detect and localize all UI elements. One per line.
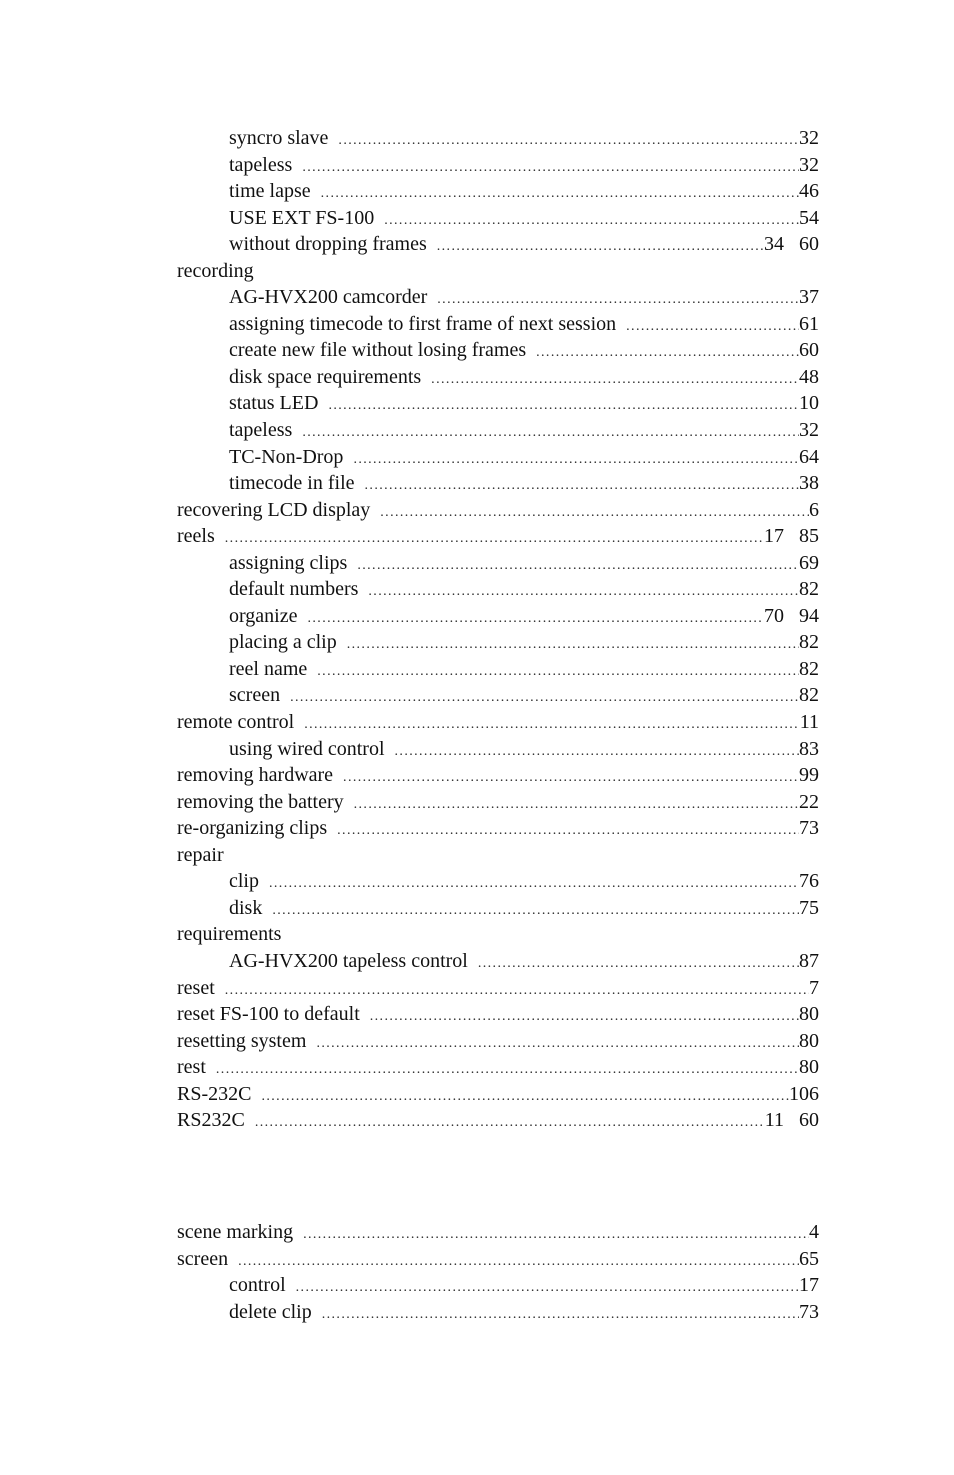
page-numbers: 60 <box>799 339 819 362</box>
index-term: without dropping frames <box>229 233 427 256</box>
page-numbers: 76 <box>799 870 819 893</box>
index-term: requirements <box>177 923 282 946</box>
page-numbers: 37 <box>799 286 819 309</box>
index-subentry <box>177 736 819 763</box>
page-numbers: 54 <box>799 206 819 229</box>
index-subentry <box>177 576 819 603</box>
index-subentry <box>177 948 819 975</box>
index-heading <box>177 842 819 869</box>
dot-leader <box>478 951 799 978</box>
page-numbers: 32 <box>799 419 819 442</box>
index-term: AG-HVX200 camcorder <box>229 286 428 309</box>
index-term: syncro slave <box>229 127 329 149</box>
dot-leader <box>261 1084 789 1111</box>
index-term: reset FS-100 to default <box>177 1003 360 1026</box>
index-entry <box>177 1219 819 1246</box>
index-entry <box>177 1028 819 1055</box>
index-entry <box>177 1081 819 1108</box>
index-term: clip <box>229 870 259 893</box>
index-term: recovering LCD display <box>177 498 371 521</box>
dot-leader <box>296 1275 799 1302</box>
index-subentry <box>177 895 819 922</box>
page-numbers: 11 <box>799 711 819 734</box>
index-subentry <box>177 1299 819 1326</box>
page-numbers: 82 <box>799 578 819 601</box>
index-subentry <box>177 178 819 205</box>
dot-leader <box>269 871 799 898</box>
dot-leader <box>337 818 799 845</box>
dot-leader <box>395 739 799 766</box>
page-numbers: 11 60 <box>764 1109 819 1132</box>
index-subentry <box>177 682 819 709</box>
index-term: scene marking <box>177 1221 294 1243</box>
index-term: delete clip <box>229 1300 312 1323</box>
index-term: repair <box>177 843 224 866</box>
index-entry <box>177 975 819 1002</box>
dot-leader <box>321 181 799 208</box>
index-subentry <box>177 152 819 179</box>
index-subentry <box>177 337 819 364</box>
dot-leader <box>365 473 799 500</box>
page-numbers: 73 <box>799 1300 819 1323</box>
index-subentry <box>177 656 819 683</box>
page-numbers: 106 <box>789 1082 819 1105</box>
page-numbers: 80 <box>799 1029 819 1052</box>
index-term: tapeless <box>229 153 293 176</box>
dot-leader <box>368 579 799 606</box>
page-numbers: 4 <box>809 1221 819 1243</box>
index-term: control <box>229 1274 286 1297</box>
index-entry <box>177 789 819 816</box>
index-entry <box>177 1246 819 1273</box>
dot-leader <box>354 792 799 819</box>
index-term: create new file without losing frames <box>229 339 527 362</box>
index-term: resetting system <box>177 1029 307 1052</box>
dot-leader <box>347 632 799 659</box>
page-numbers: 61 <box>799 312 819 335</box>
index-term: reset <box>177 976 215 999</box>
dot-leader <box>370 1004 799 1031</box>
page-numbers: 80 <box>799 1056 819 1079</box>
page-numbers: 83 <box>799 737 819 760</box>
index-term: removing hardware <box>177 764 334 787</box>
index-term: RS232C <box>177 1109 245 1132</box>
index-subentry <box>177 364 819 391</box>
index-subentry <box>177 868 819 895</box>
index-subentry <box>177 125 819 152</box>
index-term: USE EXT FS-100 <box>229 206 375 229</box>
index-subentry <box>177 1272 819 1299</box>
dot-leader <box>316 1031 799 1058</box>
dot-leader <box>626 314 799 341</box>
page-numbers: 46 <box>799 180 819 203</box>
page-numbers: 70 94 <box>764 604 819 627</box>
page-numbers: 82 <box>799 684 819 707</box>
page-numbers: 82 <box>799 657 819 680</box>
index-entry <box>177 762 819 789</box>
index-subentry <box>177 231 819 258</box>
index-term: status LED <box>229 392 319 415</box>
index-heading <box>177 258 819 285</box>
page-numbers: 64 <box>799 445 819 468</box>
index-term: remote control <box>177 711 295 734</box>
index-term: removing the battery <box>177 790 344 813</box>
dot-leader <box>357 553 799 580</box>
dot-leader <box>536 340 799 367</box>
dot-leader <box>317 659 799 686</box>
page-numbers: 87 <box>799 949 819 972</box>
index-subentry <box>177 470 819 497</box>
index-term: disk <box>229 896 263 919</box>
index-term: organize <box>229 604 298 627</box>
index-entry <box>177 1107 819 1134</box>
index-term: screen <box>177 1247 229 1270</box>
index-term: recording <box>177 259 254 282</box>
index-entry <box>177 1054 819 1081</box>
page-numbers: 82 <box>799 631 819 654</box>
index-term: default numbers <box>229 578 359 601</box>
index-term: re-organizing clips <box>177 817 328 840</box>
index-term: time lapse <box>229 180 311 203</box>
page-numbers: 32 <box>799 127 819 149</box>
page-numbers: 65 <box>799 1247 819 1270</box>
page-numbers: 34 60 <box>764 233 819 256</box>
dot-leader <box>343 765 799 792</box>
index-subentry <box>177 417 819 444</box>
index-subentry <box>177 603 819 630</box>
dot-leader <box>338 128 799 155</box>
dot-leader <box>437 234 764 261</box>
index-subentry <box>177 550 819 577</box>
index-section-s <box>177 1219 819 1325</box>
dot-leader <box>216 1057 799 1084</box>
index-subentry <box>177 311 819 338</box>
dot-leader <box>302 420 799 447</box>
dot-leader <box>353 447 799 474</box>
index-term: tapeless <box>229 419 293 442</box>
dot-leader <box>255 1110 765 1137</box>
page-numbers: 6 <box>809 498 819 521</box>
index-term: reels <box>177 525 215 548</box>
dot-leader <box>302 155 799 182</box>
index-entry <box>177 1001 819 1028</box>
index-term: timecode in file <box>229 472 355 495</box>
page-numbers: 80 <box>799 1003 819 1026</box>
page-numbers: 99 <box>799 764 819 787</box>
index-subentry <box>177 444 819 471</box>
index-term: screen <box>229 684 281 707</box>
page-numbers: 75 <box>799 896 819 919</box>
index-section-r <box>177 125 819 1134</box>
dot-leader <box>290 685 799 712</box>
index-subentry <box>177 629 819 656</box>
index-term: assigning timecode to first frame of next session <box>229 312 617 335</box>
dot-leader <box>380 500 809 527</box>
index-subentry <box>177 390 819 417</box>
page-numbers: 69 <box>799 551 819 574</box>
index-entry <box>177 497 819 524</box>
index-term: disk space requirements <box>229 365 422 388</box>
index-entry <box>177 709 819 736</box>
page-numbers: 17 <box>799 1274 819 1297</box>
page-numbers: 7 <box>809 976 819 999</box>
page-numbers: 32 <box>799 153 819 176</box>
page-numbers: 48 <box>799 365 819 388</box>
index-term: placing a clip <box>229 631 337 654</box>
dot-leader <box>272 898 799 925</box>
index-subentry <box>177 284 819 311</box>
dot-leader <box>238 1249 799 1276</box>
dot-leader <box>431 367 799 394</box>
index-term: AG-HVX200 tapeless control <box>229 949 468 972</box>
dot-leader <box>322 1302 799 1329</box>
page-numbers: 73 <box>799 817 819 840</box>
page-numbers: 17 85 <box>764 525 819 548</box>
dot-leader <box>328 393 799 420</box>
dot-leader <box>308 606 765 633</box>
index-term: assigning clips <box>229 551 348 574</box>
page-numbers: 38 <box>799 472 819 495</box>
index-term: reel name <box>229 657 308 680</box>
page-numbers: 10 <box>799 392 819 415</box>
index-entry <box>177 523 819 550</box>
dot-leader <box>303 1222 809 1249</box>
index-term: RS-232C <box>177 1082 252 1105</box>
index-heading <box>177 921 819 948</box>
dot-leader <box>384 208 799 235</box>
index-subentry <box>177 205 819 232</box>
index-entry <box>177 815 819 842</box>
page-numbers: 22 <box>799 790 819 813</box>
index-term: using wired control <box>229 737 385 760</box>
index-term: rest <box>177 1056 206 1079</box>
index-term: TC-Non-Drop <box>229 445 344 468</box>
